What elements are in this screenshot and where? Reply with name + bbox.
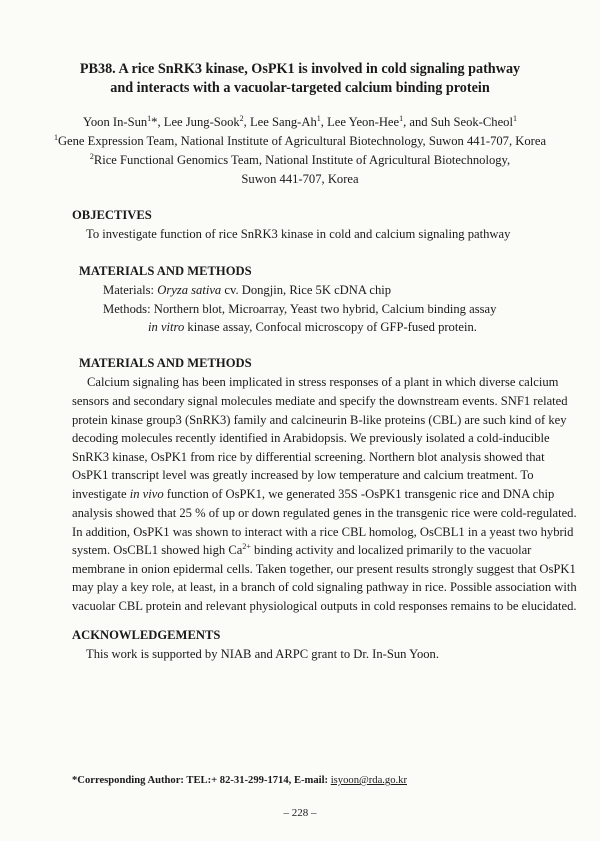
author-name: Lee Jung-Sook xyxy=(163,115,240,129)
author-affiliation-mark: 1 xyxy=(316,114,321,123)
page-number: – 228 – xyxy=(283,807,317,819)
title-line-1: PB38. A rice SnRK3 kinase, OsPK1 is involved in cold signaling pathway xyxy=(79,61,521,77)
materials-line xyxy=(103,282,391,298)
materials-label: Materials: xyxy=(103,283,158,297)
body-text: binding activity and localized primarily to the vacuolar xyxy=(250,543,532,557)
author-separator: , xyxy=(243,115,250,129)
author-affiliation-mark: 2 xyxy=(239,114,244,123)
body-line: In addition, OsPK1 was shown to interact with a rice CBL homolog, OsCBL1 in a yeast two hybrid xyxy=(72,525,574,539)
email-link[interactable]: isyoon@rda.go.kr xyxy=(330,775,407,786)
results-heading: MATERIALS AND METHODS xyxy=(79,356,252,370)
objectives-heading: OBJECTIVES xyxy=(72,208,152,222)
footnote-label: *Corresponding Author: xyxy=(72,775,184,786)
body-line: protein kinase group3 (SnRK3) family and calcineurin B-like proteins (CBL) are such kind of key xyxy=(72,413,567,427)
body-line: sensors and secondary signal molecules mediate and specify the downstream events. SNF1 related xyxy=(72,394,568,408)
materials-value: cv. Dongjin, Rice 5K cDNA chip xyxy=(221,283,392,297)
corresponding-mark: *, xyxy=(151,115,164,129)
methods-line-2 xyxy=(148,319,477,335)
author-name: Yoon In-Sun xyxy=(83,115,148,129)
body-line: SnRK3 kinase, OsPK1 from rice by differential screening. Northern blot analysis showed that xyxy=(72,450,545,464)
body-line: decoding molecules recently identified in Arabidopsis. We previously isolated a cold-inducible xyxy=(72,431,550,445)
body-line: membrane in onion epidermal cells. Taken together, our present results strongly suggest that OsPK1 xyxy=(72,562,576,576)
paper-title xyxy=(40,60,560,98)
in-vivo-term: in vivo xyxy=(129,487,164,501)
body-line xyxy=(72,542,531,558)
ion-charge: 2+ xyxy=(242,542,251,551)
author-affiliation-mark: 1 xyxy=(512,114,517,123)
body-text: function of OsPK1, we generated 35S -OsPK1 transgenic rice and DNA chip xyxy=(163,487,555,501)
affiliation-2-cont: Suwon 441-707, Korea xyxy=(241,172,359,186)
body-line xyxy=(72,486,554,502)
species-name: Oryza sativa xyxy=(157,283,222,297)
author-separator: , xyxy=(320,115,328,129)
author-name: Lee Sang-Ah xyxy=(249,115,317,129)
affiliation-1 xyxy=(40,132,560,151)
methods-line-2-text: kinase assay, Confocal microscopy of GFP-fused protein. xyxy=(184,320,477,334)
footnote-contact: TEL:+ 82-31-299-1714, E-mail: xyxy=(183,775,331,786)
body-line: vacuolar CBL protein and relevant physiological outputs in cold responses remains to be elucidated. xyxy=(72,599,577,613)
author-list xyxy=(40,113,560,132)
body-text: investigate xyxy=(72,487,130,501)
author-name: Lee Yeon-Hee xyxy=(327,115,400,129)
materials-heading: MATERIALS AND METHODS xyxy=(79,264,252,278)
methods-line-1: Methods: Northern blot, Microarray, Yeast two hybrid, Calcium binding assay xyxy=(103,302,497,316)
acknowledgements-text: This work is supported by NIAB and ARPC grant to Dr. In-Sun Yoon. xyxy=(86,647,439,661)
body-line: OsPK1 transcript level was greatly increased by low temperature and calcium treatment. To xyxy=(72,468,534,482)
body-line: analysis showed that 25 % of up or down regulated genes in the transgenic rice were cold-regulated. xyxy=(72,506,577,520)
affiliation-2 xyxy=(40,151,560,170)
body-text: system. OsCBL1 showed high Ca xyxy=(72,543,243,557)
in-vitro-term: in vitro xyxy=(148,320,185,334)
author-affiliation-mark: 1 xyxy=(147,114,152,123)
acknowledgements-heading: ACKNOWLEDGEMENTS xyxy=(72,628,221,642)
author-affiliation-mark: 1 xyxy=(399,114,404,123)
objectives-text: To investigate function of rice SnRK3 kinase in cold and calcium signaling pathway xyxy=(86,227,511,241)
title-line-2: and interacts with a vacuolar-targeted calcium binding protein xyxy=(110,80,490,96)
affiliation-text: Gene Expression Team, National Institute of Agricultural Biotechnology, Suwon 441-707, Korea xyxy=(57,134,547,148)
author-name: Suh Seok-Cheol xyxy=(430,115,513,129)
body-line: Calcium signaling has been implicated in stress responses of a plant in which diverse calcium xyxy=(87,375,559,389)
affiliation-text: Rice Functional Genomics Team, National Institute of Agricultural Biotechnology, xyxy=(93,153,511,167)
body-line: may play a key role, at least, in a branch of cold signaling pathway in rice. Possible association with xyxy=(72,580,577,594)
affiliation-mark: 2 xyxy=(89,152,94,161)
affiliation-mark: 1 xyxy=(53,133,58,142)
corresponding-author-footnote xyxy=(72,774,407,788)
author-separator: , and xyxy=(403,115,431,129)
